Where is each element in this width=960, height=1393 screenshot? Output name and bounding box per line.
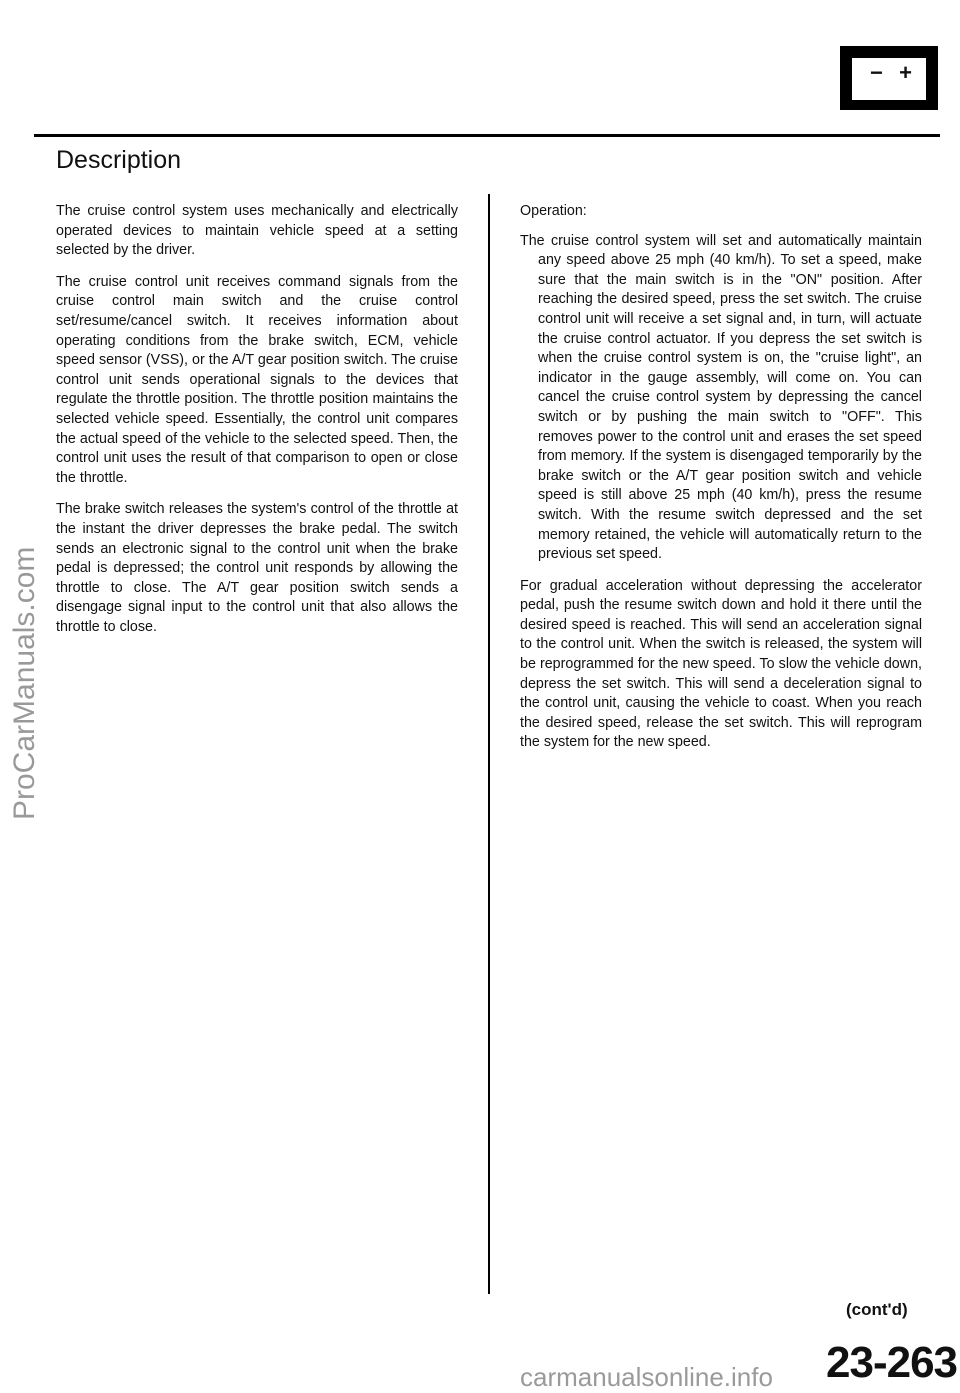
- side-watermark: ProCarManuals.com: [8, 546, 41, 820]
- paragraph: The brake switch releases the system's control of the throttle at the instant the driver depresses the brake pedal. The switch sends an electronic signal to the control unit when the brake pedal is depressed; the control unit responds by allowing the throttle to close. The A/T gear position switch sends a disengage signal input to the control unit that also allows the throttle to close.: [56, 501, 458, 635]
- paragraph: The cruise control system uses mechanically and electrically operated devices to maintain vehicle speed at a setting selected by the driver.: [56, 203, 458, 259]
- header-rule: [34, 134, 940, 137]
- footer-watermark: carmanualsonline.info: [520, 1362, 773, 1392]
- paragraph: The cruise control system will set and automatically maintain any speed above 25 mph (40 km/h). To set a speed, make sure that the main switch is in the "ON" position. After reaching the desired speed, press the set switch. The cruise control unit will receive a set signal and, in turn, will actuate the cruise control actuator. If you depress the set switch is when the cruise control system is on, the "cruise light", an indicator in the gauge assembly, will come on. You can cancel the cruise control system by depressing the cancel switch or by pushing the main switch to "OFF". This removes power to the control unit and erases the set speed from memory. If the system is disengaged temporarily by the brake switch or the A/T gear position switch and vehicle speed is still above 25 mph (40 km/h), press the resume switch. With the resume switch depressed and the set memory retained, the vehicle will automatically return to the previous set speed.: [520, 232, 922, 563]
- battery-face: [852, 58, 926, 100]
- right-column: [520, 202, 922, 765]
- page-number: 23-263: [826, 1338, 958, 1387]
- left-column: [56, 202, 458, 649]
- page-title: Description: [56, 146, 182, 174]
- battery-icon: [840, 46, 938, 110]
- paragraph: For gradual acceleration without depressing the accelerator pedal, push the resume switch down and hold it there until the desired speed is reached. This will send an acceleration signal to the control unit. When the switch is released, the system will be reprogrammed for the new speed. To slow the vehicle down, depress the set switch. This will send a deceleration signal to the control unit, causing the vehicle to coast. When you reach the desired speed, release the set switch. This will reprogram the system for the new speed.: [520, 577, 922, 751]
- continued-label: (cont'd): [846, 1300, 908, 1319]
- battery-terminal-right: [912, 50, 924, 56]
- column-divider: [488, 194, 490, 1294]
- battery-plus-sign: +: [899, 60, 912, 85]
- section-heading: Operation:: [520, 203, 587, 219]
- battery-terminal-left: [854, 50, 866, 56]
- paragraph: The cruise control unit receives command signals from the cruise control main switch and the cruise control set/resume/cancel switch. It receives information about operating conditions from the brake switch, ECM, vehicle speed sensor (VSS), or the A/T gear position switch. The cruise control unit sends operational signals to the devices that regulate the throttle position. The throttle position maintains the selected vehicle speed. Essentially, the control unit compares the actual speed of the vehicle to the selected speed. Then, the control unit uses the result of that comparison to open or close the throttle.: [56, 273, 458, 486]
- battery-minus-sign: −: [870, 60, 883, 85]
